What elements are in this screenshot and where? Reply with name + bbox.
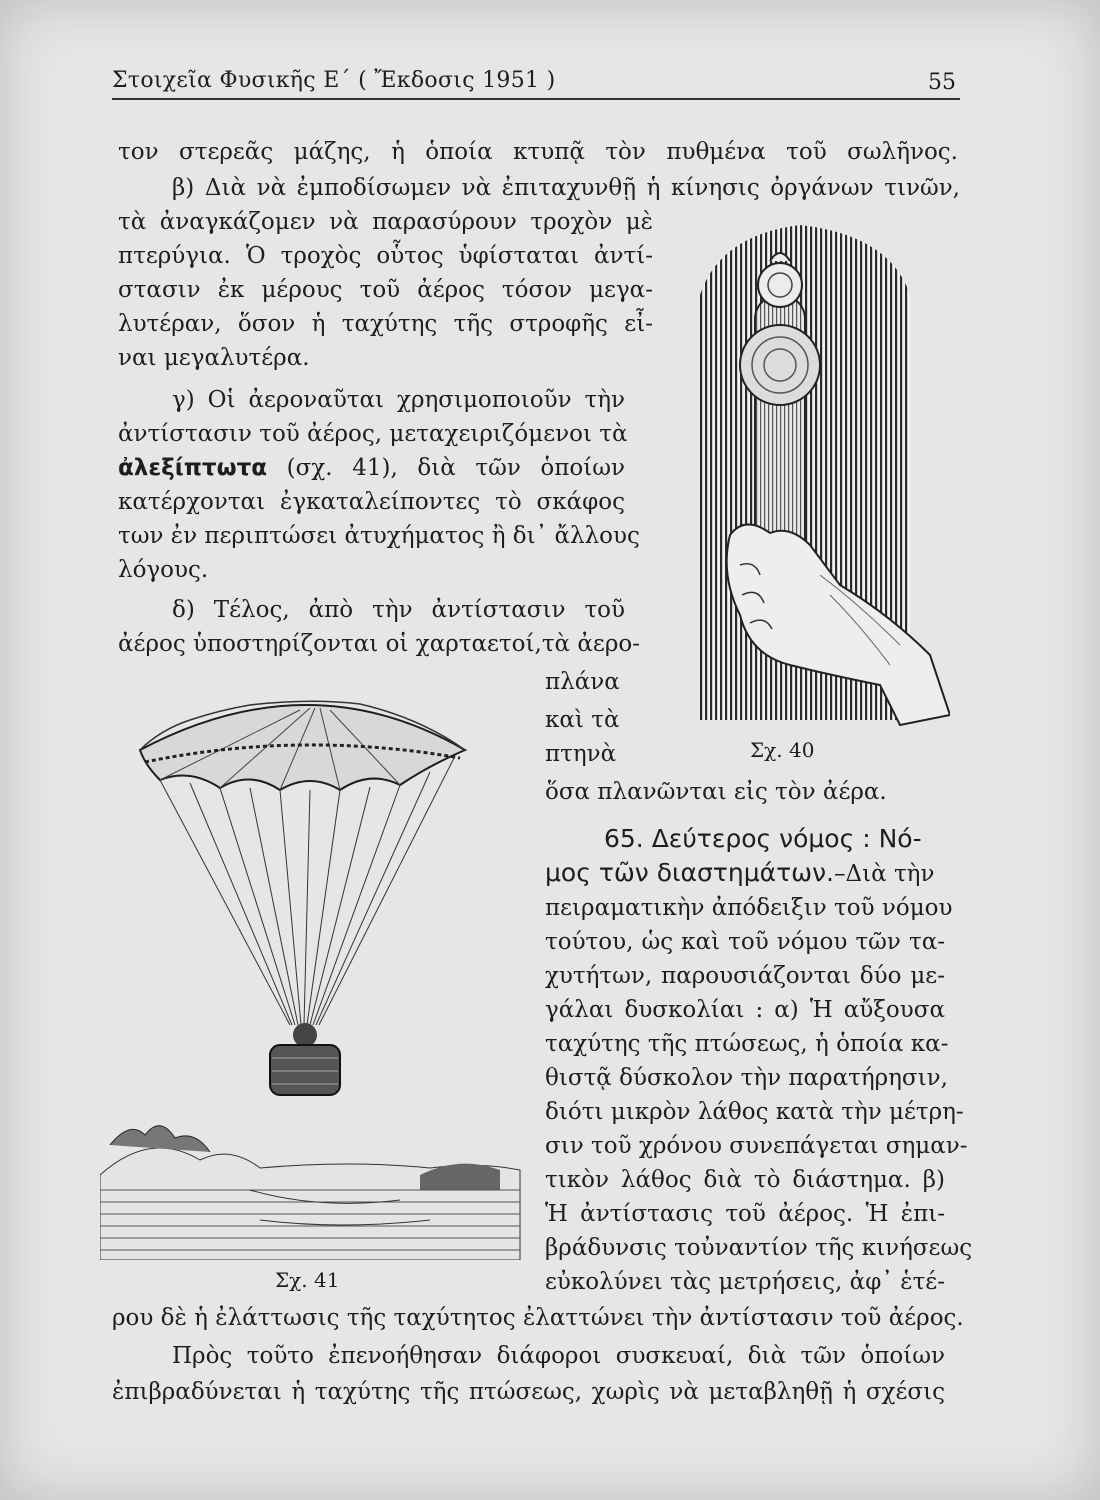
text-line: εὐκολύνει τὰς μετρήσεις, ἀφ᾽ ἑτέ- — [545, 1269, 945, 1295]
text-fragment: (σχ. 41), διὰ τῶν ὁποίων — [286, 455, 625, 481]
text-line: στασιν ἐκ μέρους τοῦ ἀέρος τόσον μεγα- — [118, 277, 653, 303]
text-line: ἀέρος ὑποστηρίζονται οἱ χαρταετοί,τὰ ἀερο- — [118, 631, 640, 657]
section-heading: 65. Δεύτερος νόμος : Νό- — [604, 824, 922, 853]
text-line: Πρὸς τοῦτο ἐπενοήθησαν διάφοροι συσκευαί, διὰ τῶν ὁποίων — [172, 1343, 945, 1369]
text-line: κατέρχονται ἐγκαταλείποντες τὸ σκάφος — [118, 489, 625, 515]
figure-41-parachute — [100, 690, 530, 1260]
text-line: β) Διὰ νὰ ἐμποδίσωμεν νὰ ἐπιταχυνθῇ ἡ κίνησις ὀργάνων τινῶν, — [172, 175, 960, 201]
text-line: διότι μικρὸν λάθος κατὰ τὴν μέτρη- — [545, 1099, 964, 1125]
header-title: Στοιχεῖα Φυσικῆς Ε΄ ( Ἔκδοσις 1951 ) — [112, 68, 556, 93]
text-line: Ἡ ἀντίστασις τοῦ ἀέρος. Ἡ ἐπι- — [545, 1201, 945, 1227]
text-line: γ) Οἱ ἀεροναῦται χρησιμοποιοῦν τὴν — [172, 387, 625, 413]
text-line: των ἐν περιπτώσει ἀτυχήματος ἢ δι᾽ ἄλλους — [118, 523, 640, 549]
text-line: ρου δὲ ἡ ἐλάττωσις τῆς ταχύτητος ἐλαττώνει τὴν ἀντίστασιν τοῦ ἀέρος. — [112, 1305, 964, 1331]
text-line: γάλαι δυσκολίαι : α) Ἡ αὔξουσα — [545, 997, 945, 1023]
text-line: τον στερεᾶς μάζης, ἡ ὁποία κτυπᾷ τὸν πυθμένα τοῦ σωλῆνος. — [118, 139, 958, 165]
text-line: χυτήτων, παρουσιάζονται δύο με- — [545, 963, 945, 989]
section-heading: μος τῶν διαστημάτων. — [545, 858, 834, 887]
text-line — [118, 452, 625, 484]
text-line: λυτέραν, ὅσον ἡ ταχύτης τῆς στροφῆς εἶ- — [118, 311, 653, 337]
text-line: ἐπιβραδύνεται ἡ ταχύτης τῆς πτώσεως, χωρὶς νὰ μεταβληθῇ ἡ σχέσις — [112, 1379, 945, 1405]
text-line: πτερύγια. Ὁ τροχὸς οὗτος ὑφίσταται ἀντί- — [118, 243, 653, 269]
text-line: πλάνα — [545, 669, 620, 695]
running-header — [112, 64, 960, 100]
text-line: πειραματικὴν ἀπόδειξιν τοῦ νόμου — [545, 895, 953, 921]
text-line: θιστᾷ δύσκολον τὴν παρατήρησιν, — [545, 1065, 948, 1091]
text-line: ναι μεγαλυτέρα. — [118, 345, 310, 371]
text-line: δ) Τέλος, ἀπὸ τὴν ἀντίστασιν τοῦ — [172, 597, 625, 623]
text-line: πτηνὰ — [545, 741, 617, 767]
text-line: λόγους. — [118, 557, 209, 583]
page-number: 55 — [928, 70, 956, 95]
text-line: ταχύτης τῆς πτώσεως, ἡ ὁποία κα- — [545, 1031, 949, 1057]
bold-term: ἀλεξίπτωτα — [118, 455, 268, 481]
figure-40-tube-in-hand — [660, 215, 950, 735]
text-line: καὶ τὰ — [545, 707, 620, 733]
text-line: τικὸν λάθος διὰ τὸ διάστημα. β) — [545, 1167, 945, 1193]
text-fragment: –Διὰ τὴν — [833, 861, 935, 887]
text-line: τὰ ἀναγκάζομεν νὰ παρασύρουν τροχὸν μὲ — [118, 209, 653, 235]
section-heading-line — [545, 856, 934, 890]
text-line: ἀντίστασιν τοῦ ἀέρος, μεταχειριζόμενοι τὰ — [118, 421, 628, 447]
text-line: βράδυνσις τοὐναντίον τῆς κινήσεως — [545, 1235, 973, 1261]
figure-41-caption: Σχ. 41 — [275, 1268, 340, 1292]
text-line: τούτου, ὡς καὶ τοῦ νόμου τῶν τα- — [545, 929, 945, 955]
text-line: σιν τοῦ χρόνου συνεπάγεται σημαν- — [545, 1133, 968, 1159]
figure-40-caption: Σχ. 40 — [750, 738, 815, 762]
text-line: ὅσα πλανῶνται εἰς τὸν ἀέρα. — [545, 779, 887, 805]
